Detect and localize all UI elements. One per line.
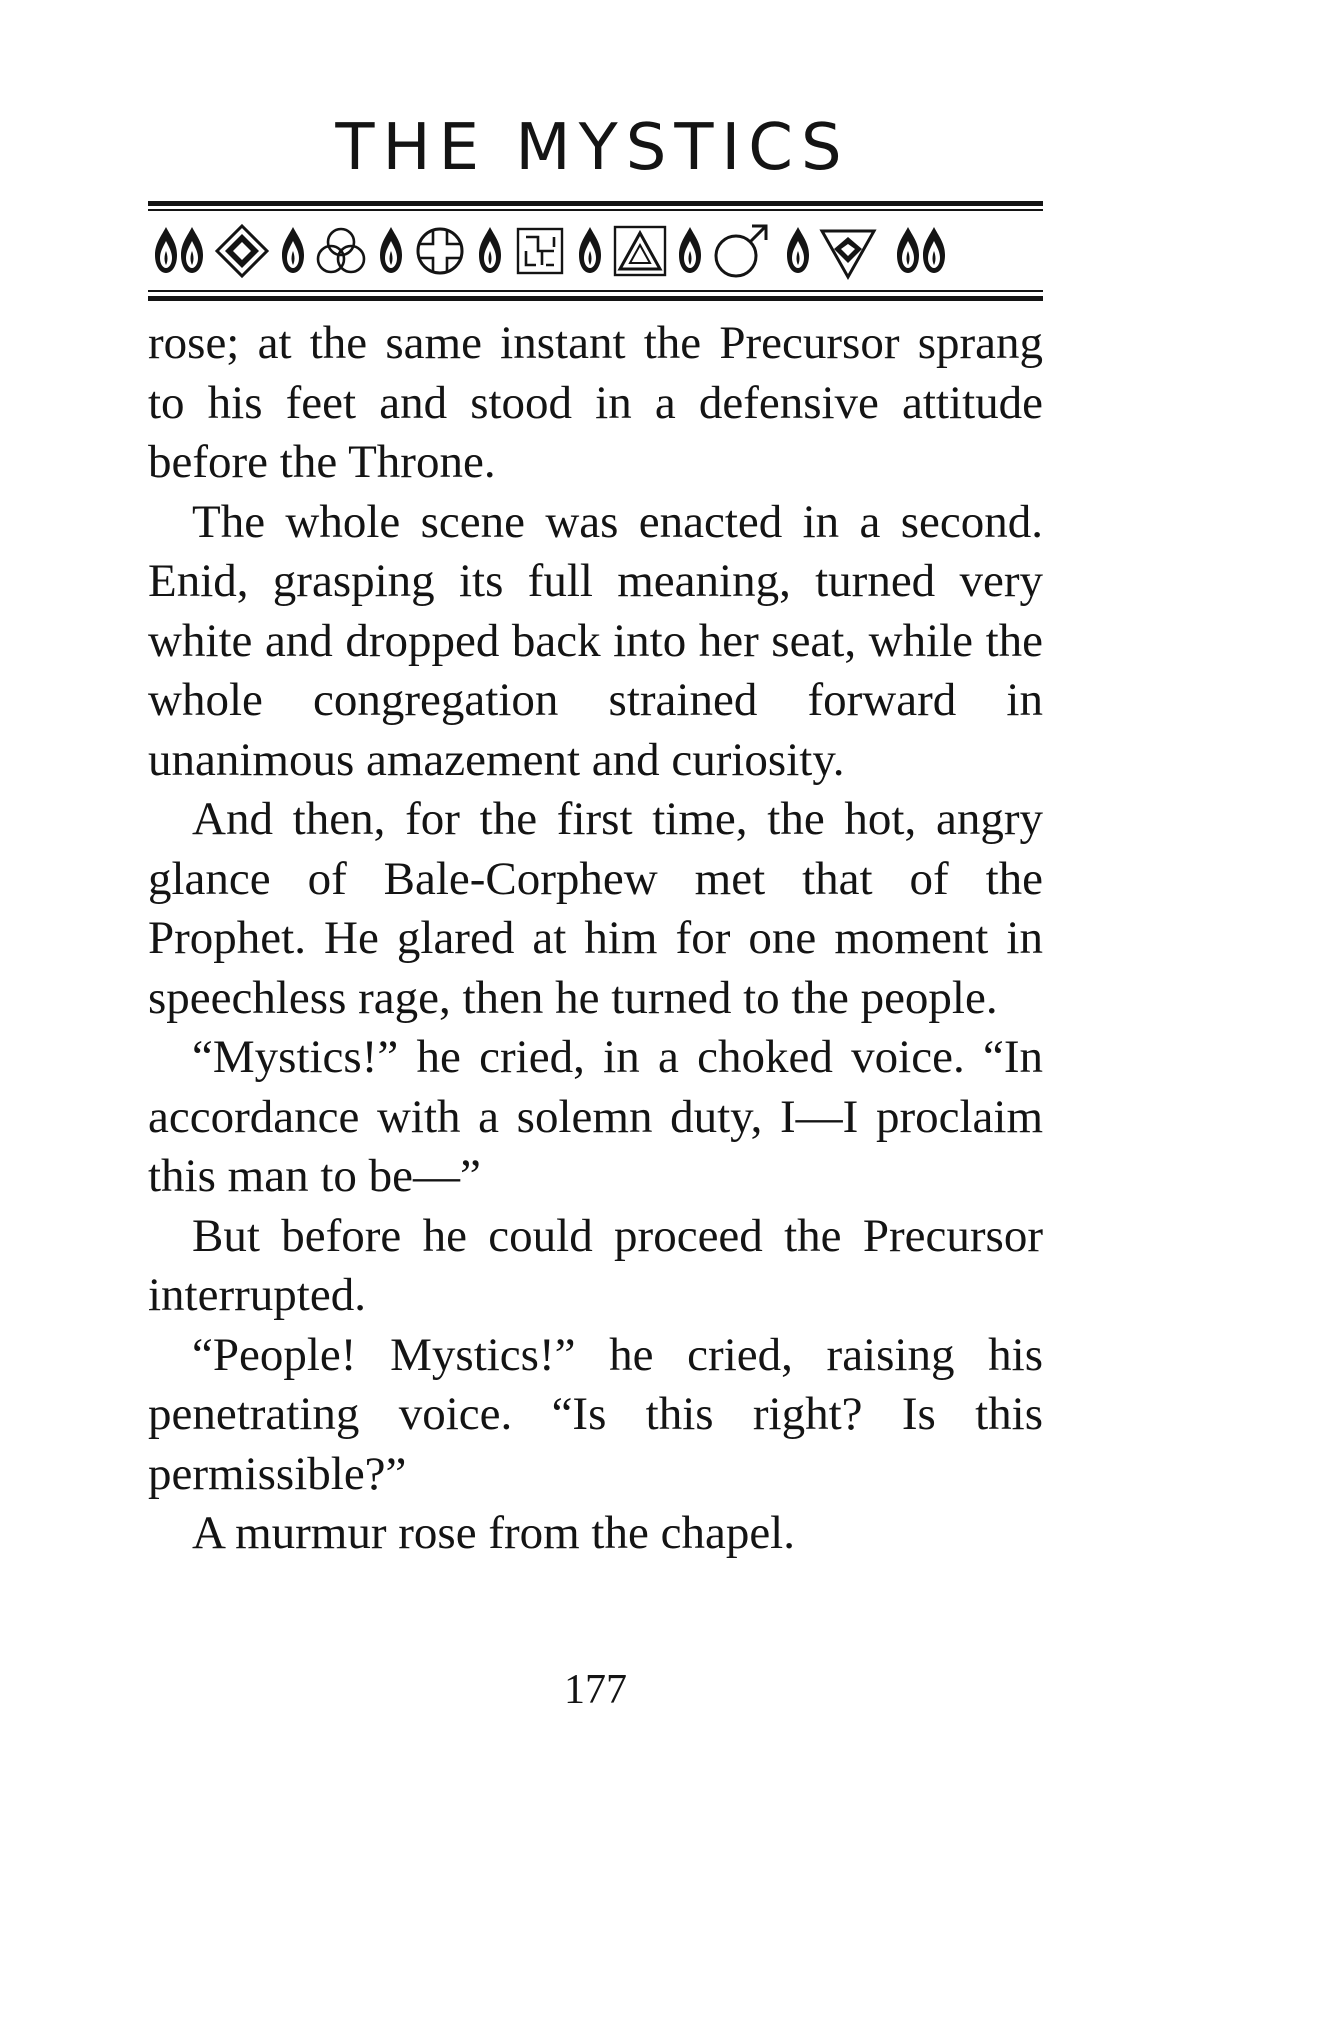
paragraph: A murmur rose from the chapel. (192, 1507, 795, 1559)
flame-icon (282, 227, 304, 273)
swastika-block-icon (518, 229, 562, 273)
downward-diamond-icon (822, 231, 874, 277)
flame-pair-icon (155, 227, 203, 273)
body-text (148, 314, 1043, 1564)
trefoil-knot-icon (318, 229, 364, 272)
paragraph: rose; at the same instant the Precursor sprang to his feet and stood in a defensive attitude before the Throne. (148, 317, 1043, 488)
header-rule-thick-bottom (148, 296, 1043, 301)
flame-icon (787, 227, 809, 273)
paragraph: But before he could proceed the Precursor interrupted. (148, 1209, 1043, 1321)
flame-icon (380, 227, 402, 273)
diamond-icon (217, 226, 267, 276)
flame-icon (579, 227, 601, 273)
paragraph: “Mystics!” he cried, in a choked voice. “In accordance with a solemn duty, I—I proclaim this man to be—” (148, 1031, 1043, 1202)
paragraph: The whole scene was enacted in a second. Enid, grasping its full meaning, turned very white and dropped back into her seat, while the whole congregation strained forward in unanimous amazement and curiosity. (148, 495, 1043, 786)
mars-symbol-icon (716, 226, 766, 276)
flame-icon (679, 227, 701, 273)
circled-cross-icon (418, 229, 462, 273)
triangle-icon (615, 227, 665, 275)
running-title: THE MYSTICS (335, 111, 850, 185)
paragraph: “People! Mystics!” he cried, raising his penetrating voice. “Is this right? Is this permissible?” (148, 1328, 1043, 1500)
header-rule-thick-top (148, 201, 1043, 206)
ornament-band (148, 218, 1043, 284)
header-rule-thin-top (148, 209, 1043, 211)
flame-pair-icon (897, 227, 945, 273)
paragraph: And then, for the first time, the hot, angry glance of Bale-Corphew met that of the Prophet. He glared at him for one moment in speechless rage, then he turned to the people. (148, 793, 1043, 1024)
flame-icon (479, 227, 501, 273)
header-rule-thin-bottom (148, 290, 1043, 292)
page-number: 177 (564, 1667, 627, 1713)
